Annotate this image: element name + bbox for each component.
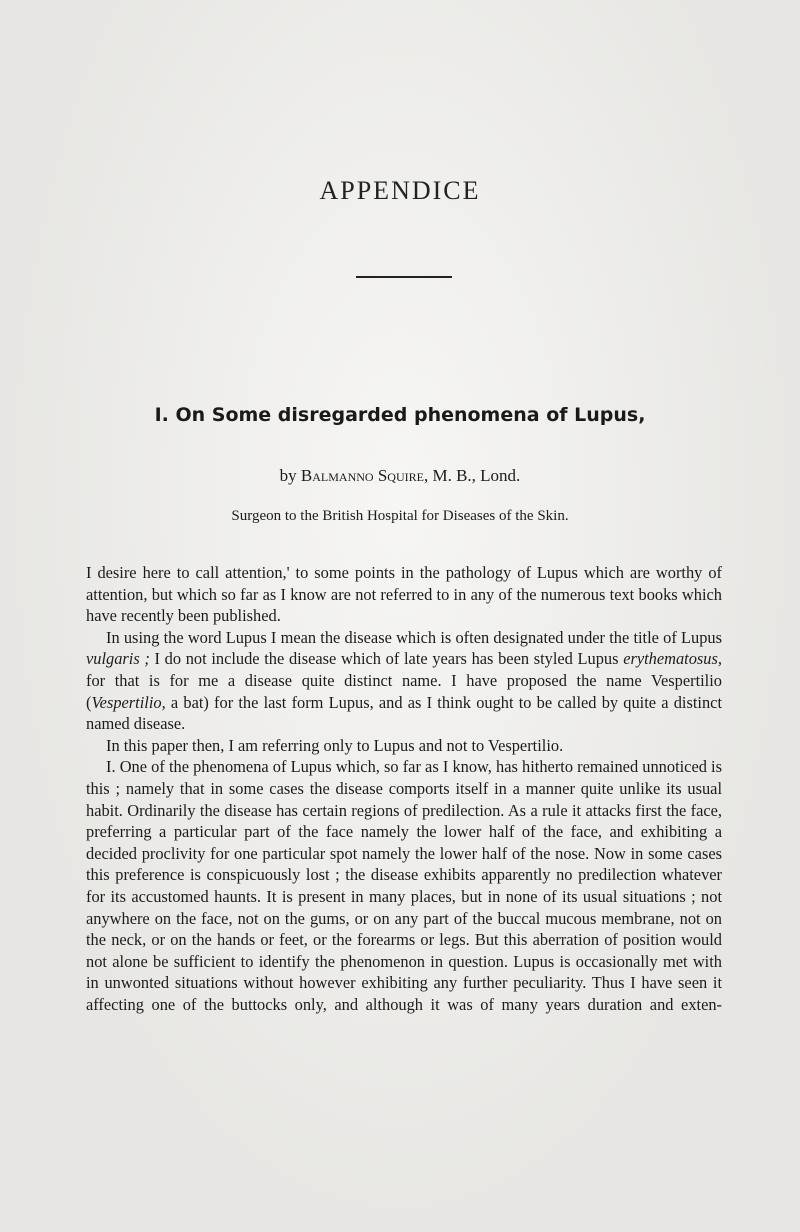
article-title: I. On Some disregarded phenomena of Lupus,	[154, 404, 646, 426]
article-body	[86, 562, 722, 1015]
paragraph-2-text-g: a bat) for the last form Lupus, and as I think ought to be called by quite a distinct named disease.	[86, 692, 722, 734]
paragraph-2-text-c: I do not include the disease which of late years has been styled Lupus	[149, 649, 624, 669]
byline	[0, 466, 800, 486]
heading-rule	[356, 276, 452, 278]
paragraph-2-text-e: for that is for me a disease quite distinct name. I have proposed the name Vespertilio (	[86, 670, 722, 712]
author-credentials: , M. B., Lond.	[423, 466, 521, 485]
byline-prefix: by	[279, 466, 301, 485]
paragraph-3: In this paper then, I am referring only to Lupus and not to Vespertilio.	[106, 735, 564, 755]
author-affiliation: Surgeon to the British Hospital for Diseases of the Skin.	[231, 508, 569, 524]
section-heading: APPENDICE	[319, 176, 481, 205]
paragraph-2	[86, 627, 722, 735]
term-vespertilio: Vespertilio,	[91, 692, 166, 712]
author-name: Balmanno Squire	[300, 466, 424, 485]
term-vulgaris: vulgaris ;	[86, 649, 150, 669]
paragraph-1: I desire here to call attention,' to some points in the pathology of Lupus which are worthy of attention, but which so far as I know are not referred to in any of the numerous text books which have recently been published.	[86, 563, 722, 626]
term-erythematosus: erythematosus,	[623, 649, 722, 669]
paragraph-4: I. One of the phenomena of Lupus which, so far as I know, has hitherto remained unnoticed is this ; namely that in some cases the disease comports itself in a manner quite unlike its usual habit. Ordinarily the disease has certain regions of predilection. As a rule it attacks first the face, preferring a particular part of the face namely the lower half of the face, and exhibiting a decided proclivity for one particular spot namely the lower half of the nose. Now in some cases this preference is conspicuously lost ; the disease exhibits apparently no predilection whatever for its accustomed haunts. It is present in many places, but in none of its usual situations ; not anywhere on the face, not on the gums, or on any part of the buccal mucous membrane, not on the neck, or on the hands or feet, or the forearms or legs. But this aberration of position would not alone be sufficient to identify the phenomenon in question. Lupus is occasionally met with in unwonted situations without however exhibiting any further peculiarity. Thus I have seen it affecting one of the buttocks only, and although it was of many years duration and exten-	[86, 757, 722, 1014]
paragraph-2-text-a: In using the word Lupus I mean the disease which is often designated under the title of Lupus	[106, 627, 722, 647]
